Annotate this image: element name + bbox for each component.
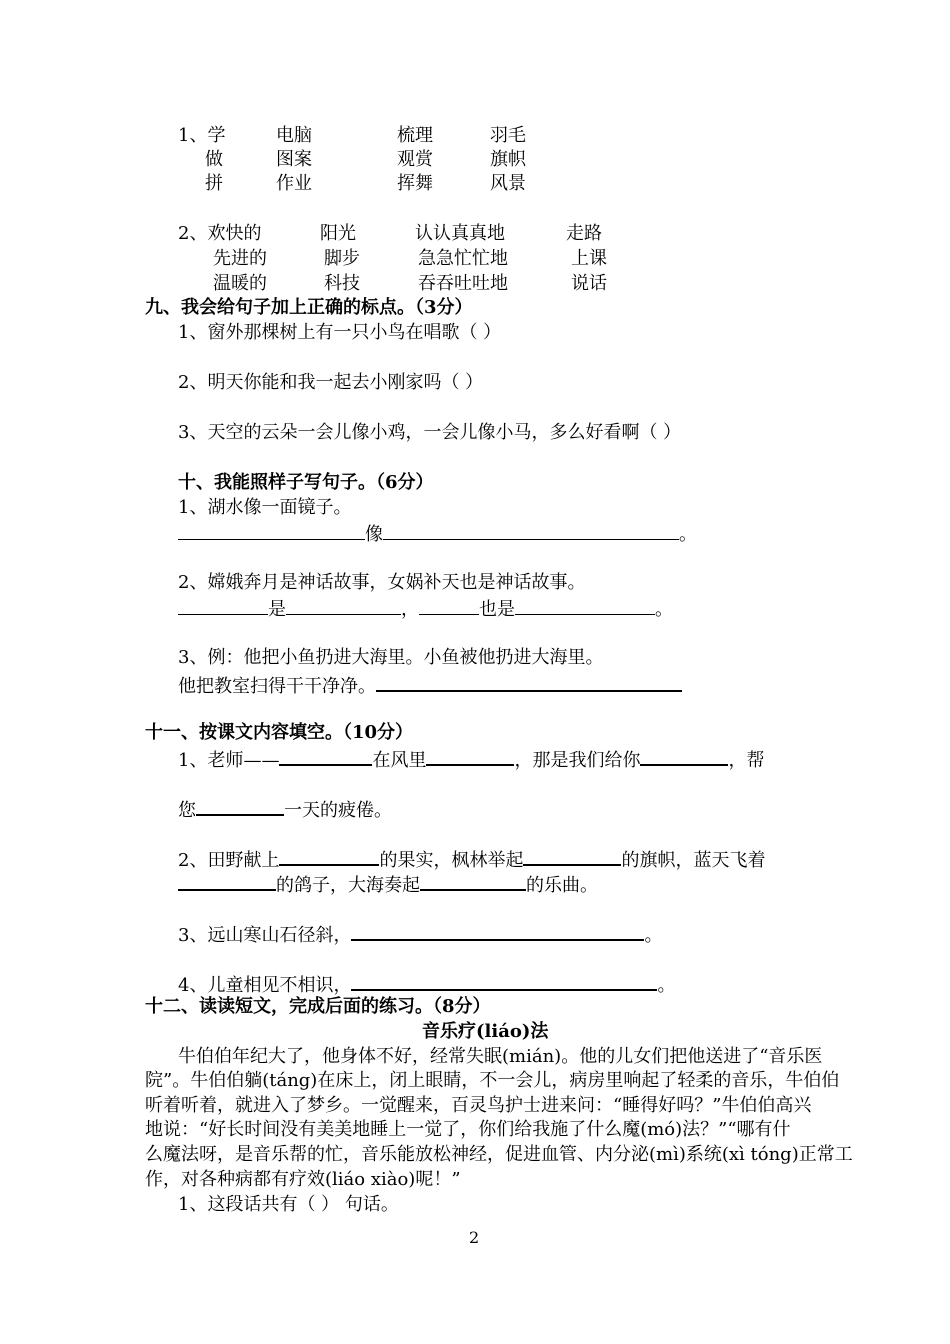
s8-q2-r1-c3: 认认真真地 <box>415 223 505 244</box>
page-number: 2 <box>469 1228 480 1247</box>
s11-q2e: 的乐曲。 <box>526 875 598 896</box>
blank[interactable] <box>376 672 682 692</box>
s10-period: 。 <box>679 524 697 545</box>
s8-q1-r2-c3: 观赏 <box>397 149 433 170</box>
s9-q3: 3、天空的云朵一会儿像小鸡，一会儿像小马，多么好看啊（ ） <box>178 422 682 443</box>
s8-q2-r1-c1: 2、欢快的 <box>178 223 262 244</box>
s11-q2c: 的旗帜，蓝天飞着 <box>621 850 766 871</box>
s8-q1-r1-c3: 梳理 <box>397 125 433 146</box>
s10-period2: 。 <box>655 599 673 620</box>
s11-q1b: 在风里 <box>372 750 427 771</box>
s11-q1-line1 <box>178 746 764 773</box>
s11-q1d: ，帮 <box>728 750 765 771</box>
section-10-title: 十、我能照样子写句子。（6分） <box>178 472 434 493</box>
s8-q2-r3-c1: 温暖的 <box>213 273 267 294</box>
blank[interactable] <box>515 596 655 615</box>
s10-shi: 是 <box>268 599 286 620</box>
s10-q3b: 他把教室扫得干干净净。 <box>178 676 376 697</box>
s10-q2: 2、嫦娥奔月是神话故事，女娲补天也是神话故事。 <box>178 572 586 593</box>
s10-q1: 1、湖水像一面镜子。 <box>178 497 352 518</box>
blank[interactable] <box>419 596 479 615</box>
passage-line-4: 地说：“好长时间没有美美地睡上一觉了，你们给我施了什么魔(mó)法？”“哪有什 <box>145 1119 791 1140</box>
s9-q2: 2、明天你能和我一起去小刚家吗（ ） <box>178 372 484 393</box>
passage-line-5: 么魔法呀，是音乐帮的忙，音乐能放松神经，促进血管、内分泌(mì)系统(xì tóng)正常工 <box>145 1144 853 1165</box>
passage-line-1: 牛伯伯年纪大了，他身体不好，经常失眠(mián)。他的儿女们把他送进了“音乐医 <box>178 1046 823 1067</box>
s11-q2-line1 <box>178 846 765 873</box>
blank[interactable] <box>426 746 514 766</box>
passage-title: 音乐疗(liáo)法 <box>422 1021 549 1042</box>
s11-q2-line2 <box>178 871 598 898</box>
blank[interactable] <box>286 596 401 615</box>
s8-q2-r3-c2: 科技 <box>324 273 360 294</box>
blank[interactable] <box>178 596 268 615</box>
s8-q1-r1-c1: 1、学 <box>178 125 226 146</box>
section-9-title: 九、我会给句子加上正确的标点。（3分） <box>145 297 473 318</box>
s8-q1-r2-c4: 旗帜 <box>490 149 526 170</box>
s11-q1f: 一天的疲倦。 <box>284 800 392 821</box>
blank[interactable] <box>196 796 284 816</box>
s11-q1c: ，那是我们给你 <box>514 750 641 771</box>
s9-q1: 1、窗外那棵树上有一只小鸟在唱歌（ ） <box>178 322 502 343</box>
s10-q3b-line <box>178 672 682 699</box>
s10-yeshi: 也是 <box>479 599 515 620</box>
s11-period: 。 <box>644 925 663 946</box>
blank[interactable] <box>383 521 679 540</box>
blank[interactable] <box>351 921 644 941</box>
s8-q2-r2-c2: 脚步 <box>324 248 360 269</box>
s8-q1-r3-c4: 风景 <box>490 173 526 194</box>
s10-q1-answer-line <box>178 521 697 547</box>
s8-q2-r3-c3: 吞吞吐吐地 <box>418 273 508 294</box>
blank[interactable] <box>279 746 372 766</box>
s11-q1e: 您 <box>178 800 196 821</box>
s11-period2: 。 <box>657 975 676 996</box>
s11-q4: 4、儿童相见不相识， <box>178 975 352 996</box>
s8-q2-r2-c3: 急急忙忙地 <box>418 248 508 269</box>
blank[interactable] <box>279 846 379 866</box>
blank[interactable] <box>178 521 365 540</box>
passage-line-6: 作，对各种病都有疗效(liáo xiào)呢！” <box>145 1169 461 1190</box>
blank[interactable] <box>351 971 657 991</box>
s8-q1-r1-c4: 羽毛 <box>490 125 526 146</box>
s8-q2-r2-c4: 上课 <box>571 248 607 269</box>
s11-q3: 3、远山寒山石径斜， <box>178 925 352 946</box>
s8-q2-r1-c2: 阳光 <box>320 223 356 244</box>
s11-q2b: 的果实，枫林举起 <box>379 850 524 871</box>
blank[interactable] <box>523 846 621 866</box>
s11-q1-line2 <box>178 796 392 823</box>
s10-xiang: 像 <box>365 524 383 545</box>
s8-q1-r3-c1: 拼 <box>205 173 223 194</box>
passage-line-3: 听着听着，就进入了梦乡。一觉醒来，百灵鸟护士进来问：“睡得好吗？”牛伯伯高兴 <box>145 1095 812 1116</box>
s10-comma: ， <box>401 599 419 620</box>
blank[interactable] <box>640 746 728 766</box>
s12-q1: 1、这段话共有（ ） 句话。 <box>178 1194 399 1215</box>
blank[interactable] <box>178 871 276 891</box>
s11-q3-line <box>178 921 662 948</box>
s8-q1-r2-c2: 图案 <box>276 149 312 170</box>
section-11-title: 十一、按课文内容填空。（10分） <box>145 722 414 743</box>
s8-q1-r1-c2: 电脑 <box>276 125 312 146</box>
s10-q3a: 3、例：他把小鱼扔进大海里。小鱼被他扔进大海里。 <box>178 647 604 668</box>
s8-q2-r2-c1: 先进的 <box>213 248 267 269</box>
section-12-title: 十二、读读短文，完成后面的练习。（8分） <box>145 996 491 1017</box>
s8-q1-r3-c3: 挥舞 <box>397 173 433 194</box>
s10-q2-answer-line <box>178 596 673 622</box>
s11-q4-line <box>178 971 675 998</box>
s8-q2-r1-c4: 走路 <box>566 223 602 244</box>
blank[interactable] <box>420 871 526 891</box>
passage-line-2: 院”。牛伯伯躺(táng)在床上，闭上眼睛，不一会儿，病房里响起了轻柔的音乐，牛伯伯 <box>145 1070 840 1091</box>
s8-q1-r3-c2: 作业 <box>276 173 312 194</box>
s11-q2a: 2、田野献上 <box>178 850 280 871</box>
s11-q1a: 1、老师—— <box>178 750 280 771</box>
s8-q1-r2-c1: 做 <box>205 149 223 170</box>
s8-q2-r3-c4: 说话 <box>571 273 607 294</box>
s11-q2d: 的鸽子，大海奏起 <box>276 875 420 896</box>
